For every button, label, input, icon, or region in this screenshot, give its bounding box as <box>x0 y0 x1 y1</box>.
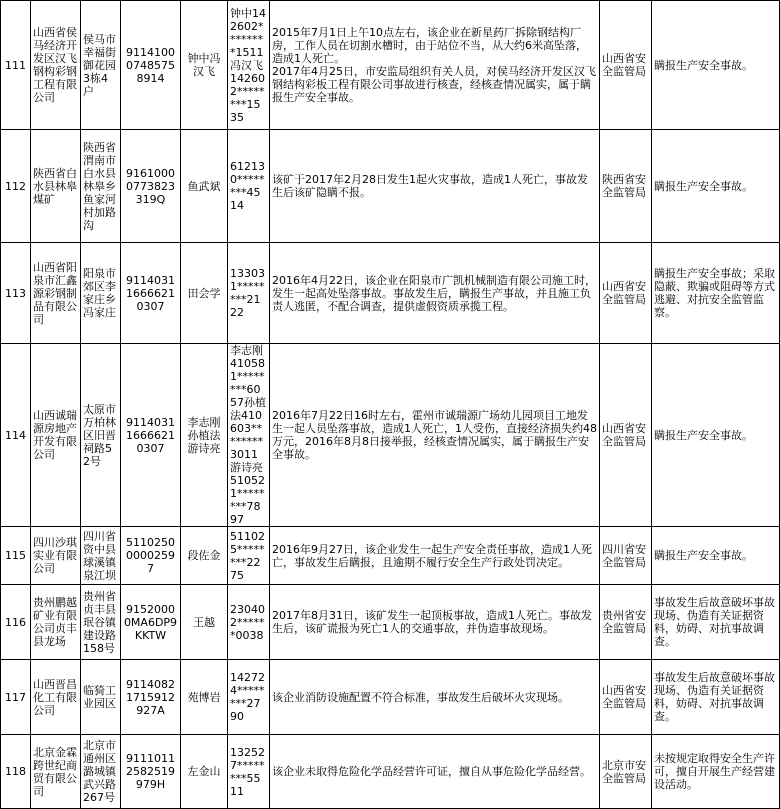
table-row <box>1 660 780 735</box>
legal-representative: 左金山 <box>181 735 228 809</box>
legal-representative: 田会学 <box>181 243 228 344</box>
reporting-agency: 山西省安全监管局 <box>600 1 652 130</box>
row-number: 114 <box>1 344 31 527</box>
credit-code: 911403116666210307 <box>121 243 181 344</box>
reporting-agency: 贵州省安全监管局 <box>600 585 652 660</box>
legal-representative: 段佐金 <box>181 527 228 585</box>
credit-code: 91610000773823319Q <box>121 130 181 243</box>
row-number: 117 <box>1 660 31 735</box>
id-number: 李志刚410581********6057孙植法410603********3011游诗亮510521********7897 <box>228 344 270 527</box>
table-row <box>1 1 780 130</box>
credit-code: 911410007485758914 <box>121 1 181 130</box>
violation-detail: 2016年9月27日，该企业发生一起生产安全责任事故，造成1人死亡，事故发生后瞒报，且逾期不履行安全生产行政处罚决定。 <box>270 527 600 585</box>
violation-type: 瞒报生产安全事故。 <box>652 1 780 130</box>
violation-detail: 2015年7月1日上午10点左右，该企业在新星药厂拆除钢结构厂房，工作人员在切割水槽时，由于站位不当，从大约6米高坠落，造成1人死亡。 2017年4月25日，市安监局组织有关人员，对侯马经济开发区汉飞钢结构彩板工程有限公司事故进行核查，经核查情况属实，属于瞒报生产安全事故。 <box>270 1 600 130</box>
table-body <box>1 1 780 809</box>
violation-detail: 2017年8月31日，该矿发生一起顶板事故，造成1人死亡。事故发生后，该矿谎报为死亡1人的交通事故，并伪造事故现场。 <box>270 585 600 660</box>
company-address: 侯马市幸福街御花园3栋4户 <box>81 1 121 130</box>
reporting-agency: 山西省安全监管局 <box>600 243 652 344</box>
legal-representative: 钟中冯汉飞 <box>181 1 228 130</box>
company-name: 山西晋昌化工有限公司 <box>31 660 81 735</box>
row-number: 113 <box>1 243 31 344</box>
credit-code: 91140821715912927A <box>121 660 181 735</box>
legal-representative: 李志刚孙植法游诗亮 <box>181 344 228 527</box>
credit-code: 511025000002597 <box>121 527 181 585</box>
id-number: 133031********2122 <box>228 243 270 344</box>
row-number: 115 <box>1 527 31 585</box>
company-name: 四川沙琪实业有限公司 <box>31 527 81 585</box>
table-row <box>1 527 780 585</box>
reporting-agency: 陕西省安全监管局 <box>600 130 652 243</box>
violation-type: 瞒报生产安全事故。 <box>652 130 780 243</box>
violation-detail: 2016年7月22日16时左右，霍州市诚瑞源广场幼儿园项目工地发生一起人员坠落事故，造成1人死亡，1人受伤，直接经济损失约48万元，2016年8月8日接举报，经核查情况属实，属于瞒报生产安全事故。 <box>270 344 600 527</box>
table-row <box>1 344 780 527</box>
violation-type: 瞒报生产安全事故；采取隐蔽、欺骗或阻碍等方式逃避、对抗安全监管监察。 <box>652 243 780 344</box>
company-name: 山西诚瑞源房地产开发有限公司 <box>31 344 81 527</box>
row-number: 116 <box>1 585 31 660</box>
company-address: 临猗工业园区 <box>81 660 121 735</box>
company-name: 北京金霖跨世纪商贸有限公司 <box>31 735 81 809</box>
company-name: 贵州鹏越矿业有限公司贞丰县龙场 <box>31 585 81 660</box>
company-name: 山西省阳泉市汇鑫源彩钢制品有限公司 <box>31 243 81 344</box>
reporting-agency: 北京市安全监管局 <box>600 735 652 809</box>
id-number: 142724********2790 <box>228 660 270 735</box>
legal-representative: 苑博岩 <box>181 660 228 735</box>
violation-detail: 该企业消防设施配置不符合标准，事故发生后破坏火灾现场。 <box>270 660 600 735</box>
violation-detail: 该矿于2017年2月28日发生1起火灾事故，造成1人死亡，事故发生后该矿隐瞒不报。 <box>270 130 600 243</box>
credit-code: 91520000MA6DP9KKTW <box>121 585 181 660</box>
company-address: 北京市通州区潞城镇武兴路267号 <box>81 735 121 809</box>
violation-type: 未按规定取得安全生产许可，擅自开展生产经营建设活动。 <box>652 735 780 809</box>
violation-type: 事故发生后故意破坏事故现场、伪造有关证据资料，妨碍、对抗事故调查。 <box>652 585 780 660</box>
table-row <box>1 130 780 243</box>
table-row <box>1 735 780 809</box>
violation-detail: 2016年4月22日，该企业在阳泉市广凯机械制造有限公司施工时，发生一起高处坠落事故。事故发生后，瞒报生产事故，并且施工负责人逃匿，不配合调查，提供虚假资质承揽工程。 <box>270 243 600 344</box>
reporting-agency: 山西省安全监管局 <box>600 344 652 527</box>
id-number: 612130********4514 <box>228 130 270 243</box>
violation-detail: 该企业未取得危险化学品经营许可证，擅自从事危险化学品经营。 <box>270 735 600 809</box>
company-name: 陕西省白水县林皋煤矿 <box>31 130 81 243</box>
id-number: 511025********2275 <box>228 527 270 585</box>
legal-representative: 王越 <box>181 585 228 660</box>
company-address: 四川省资中县球溪镇泉江坝 <box>81 527 121 585</box>
table-row <box>1 585 780 660</box>
violation-type: 瞒报生产安全事故。 <box>652 527 780 585</box>
violation-type: 事故发生后故意破坏事故现场、伪造有关证据资料，妨碍、对抗事故调查。 <box>652 660 780 735</box>
credit-code: 911403116666210307 <box>121 344 181 527</box>
row-number: 111 <box>1 1 31 130</box>
credit-code: 91110112582519979H <box>121 735 181 809</box>
id-number: 230402******0038 <box>228 585 270 660</box>
row-number: 118 <box>1 735 31 809</box>
legal-representative: 鱼武斌 <box>181 130 228 243</box>
company-address: 阳泉市郊区李家庄乡冯家庄 <box>81 243 121 344</box>
company-address: 太原市万柏林区旧晋祠路52号 <box>81 344 121 527</box>
company-address: 贵州省贞丰县珉谷镇建设路158号 <box>81 585 121 660</box>
id-number: 钟中142602********1511冯汉飞142602********1535 <box>228 1 270 130</box>
reporting-agency: 四川省安全监管局 <box>600 527 652 585</box>
violation-type: 瞒报生产安全事故。 <box>652 344 780 527</box>
company-name: 山西省侯马经济开发区汉飞钢构彩钢工程有限公司 <box>31 1 81 130</box>
row-number: 112 <box>1 130 31 243</box>
table-row <box>1 243 780 344</box>
company-address: 陕西省渭南市白水县林皋乡鱼家河村加路沟 <box>81 130 121 243</box>
id-number: 132527********5511 <box>228 735 270 809</box>
reporting-agency: 山西省安全监管局 <box>600 660 652 735</box>
